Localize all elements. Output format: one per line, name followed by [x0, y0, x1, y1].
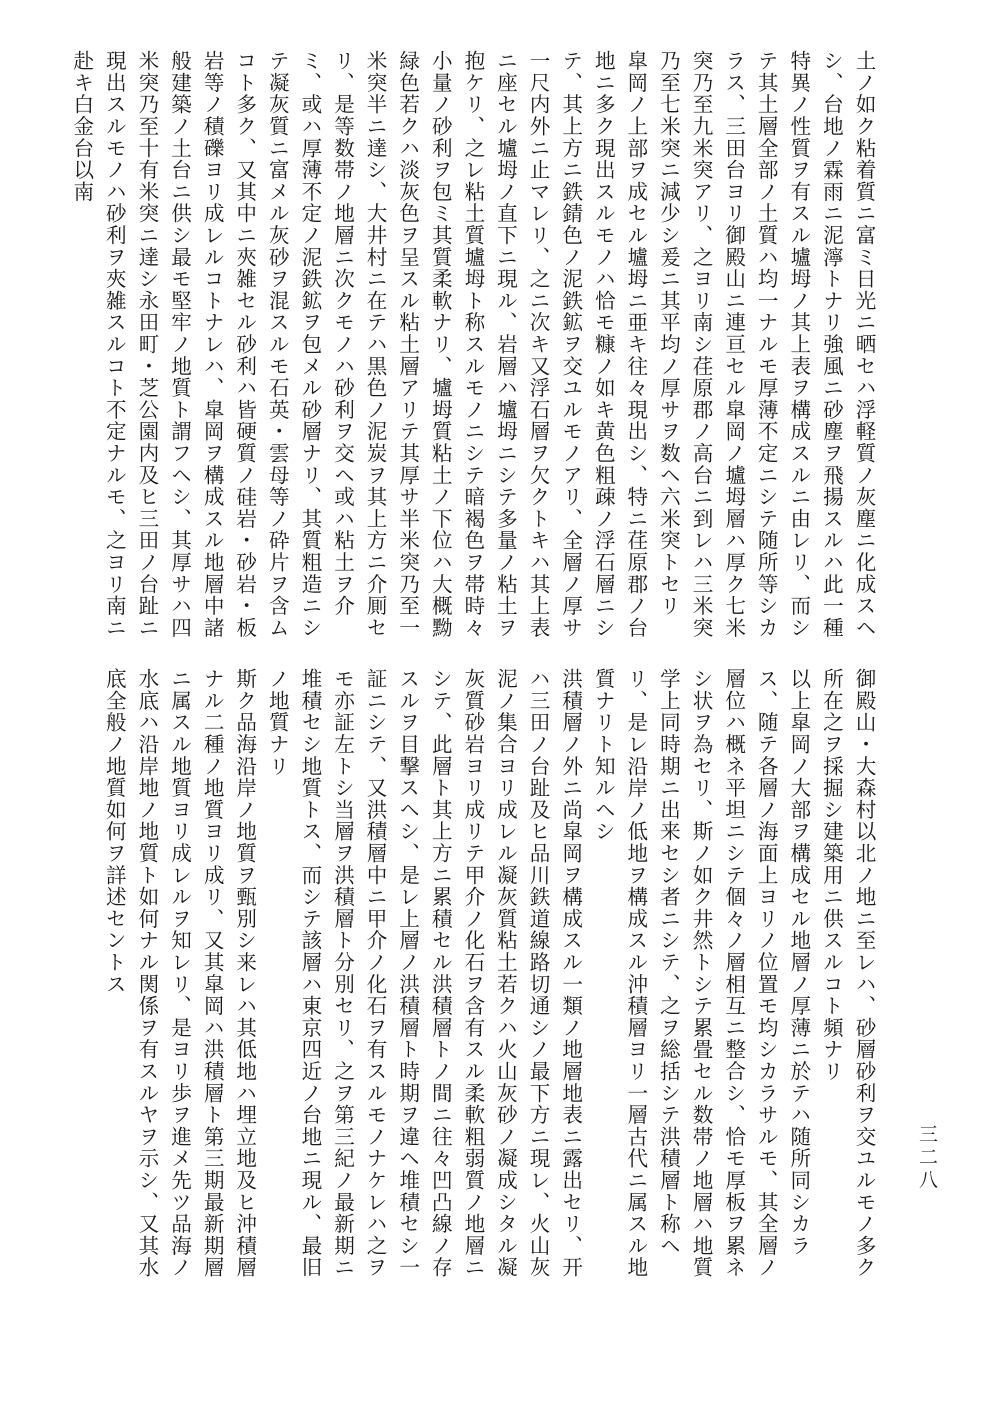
lower-text-block [65, 668, 880, 1288]
paragraph: 御殿山・大森村以北ノ地ニ至レハ、砂層砂利ヲ交ユルモノ多ク所在之ヲ採掘シ建築用ニ供スルコト頻ナリ [819, 668, 876, 1279]
running-header [898, 48, 934, 648]
paragraph: 土ノ如ク粘着質ニ富ミ日光ニ晒セハ浮軽質ノ灰塵ニ化成スヘシ、台地ノ霖雨ニ泥濘トナリ強風ニ砂塵ヲ飛揚スルハ此一種特異ノ性質ヲ有スル壚坶ノ其上表ヲ構成スルニ由レリ、而シテ其土層全部ノ土質ハ均一ナルモ厚薄不定ニシテ随所等シカラス、三田台ヨリ御殿山ニ連亘セル皐岡ノ壚坶層ハ厚ク七米突乃至九米突アリ、之ヨリ南シ荏原郡ノ高台ニ到レハ三米突乃至七米突ニ減少シ爰ニ其平均ノ厚サヲ数ヘ六米突トセリ [656, 50, 876, 639]
paragraph: 以上皐岡ノ大部ヲ構成セル地層ノ厚薄ニ於テハ随所同シカラス、随テ各層ノ海面上ヨリノ位置モ均シカラサルモ、其全層ノ層位ハ概ネ平坦ニシテ個々ノ層相互ニ整合シ、恰モ厚板ヲ累ネシ状ヲ為セリ、斯ノ如ク井然トシテ累畳セル数帯ノ地層ハ地質学上同時期ニ出来セシ者ニシテ、之ヲ総括シテ洪積層ト称ヘリ、是レ沿岸ノ低地ヲ構成スル沖積層ヨリ一層古代ニ属スル地質ナリト知ルヘシ [591, 668, 811, 1279]
paragraph: 洪積層ノ外ニ尚皐岡ヲ構成スル一類ノ地層地表ニ露出セリ、开ハ三田ノ台趾及ヒ品川鉄道線路切通シノ最下方ニ現レ、火山灰泥ノ集合ヨリ成レル凝灰質粘土若クハ火山灰砂ノ凝成シタル凝灰質砂岩ヨリ成リテ甲介ノ化石ヲ含有スル柔軟粗弱質ノ地層ニシテ、此層ト其上方ニ累積セル洪積層トノ間ニ往々凹凸線ノ存スルヲ目撃スヘシ、是レ上層ノ洪積層ト時期ヲ違ヘ堆積セシ一証ニシテ、又洪積層中ニ甲介ノ化石ヲ有スルモノナケレハ之ヲモ亦証左トシ当層ヲ洪積層ト分別セリ、之ヲ第三紀ノ最新期ニ堆積セシ地質トス、而シテ該層ハ東京四近ノ台地ニ現ル、最旧ノ地質ナリ [265, 668, 583, 1279]
upper-text-block [65, 50, 880, 645]
page-number: 三二八 [916, 1124, 938, 1193]
paragraph: 皐岡ノ上部ヲ成セル壚坶ニ亜キ往々現出シ、特ニ荏原郡ノ台地ニ多ク現出スルモノハ恰モ糠ノ如キ黄色粗疎ノ浮石層ニシテ、其上方ニ鉄錆色ノ泥鉄鉱ヲ交ユルモノアリ、全層ノ厚サ一尺内外ニ止マレリ、之ニ次キ又浮石層ヲ欠クトキハ其上表ニ座セル壚坶ノ直下ニ現ル、岩層ハ壚坶ニシテ多量ノ粘土ヲ抱ケリ、之レ粘土質壚坶ト称スルモノニシテ暗褐色ヲ帯時々小量ノ砂利ヲ包ミ其質柔軟ナリ、壚坶質粘土ノ下位ハ大概黝緑色若クハ淡灰色ヲ呈スル粘土層アリテ其厚サ半米突乃至一米突半ニ達シ、大井村ニ在テハ黒色ノ泥炭ヲ其上方ニ介厠セリ、是等数帯ノ地層ニ次クモノハ砂利ヲ交ヘ或ハ粘土ヲ介ミ、或ハ厚薄不定ノ泥鉄鉱ヲ包メル砂層ナリ、其質粗造ニシテ凝灰質ニ富メル灰砂ヲ混スルモ石英・雲母等ノ砕片ヲ含ムコト多ク、又其中ニ夾雑セル砂利ハ皆硬質ノ硅岩・砂岩・板岩等ノ積礫ヨリ成レルコトナレハ、皐岡ヲ構成スル地層中諸般建築ノ土台ニ供シ最モ堅牢ノ地質ト謂フヘシ、其厚サハ四米突乃至十有米突ニ達シ永田町・芝公園内及ヒ三田ノ台趾ニ現出スルモノハ砂利ヲ夾雑スルコト不定ナルモ、之ヨリ南ニ赴キ白金台以南 [69, 50, 648, 639]
paragraph: 斯ク品海沿岸ノ地質ヲ甄別シ来レハ其低地ハ埋立地及ヒ沖積層ナル二種ノ地質ヨリ成リ、又其皐岡ハ洪積層ト第三期最新期層ニ属スル地質ヨリ成レルヲ知レリ、是ヨリ歩ヲ進メ先ツ品海ノ水底ハ沿岸地ノ地質ト如何ナル関係ヲ有スルヤヲ示シ、又其水底全般ノ地質如何ヲ詳述セントス [102, 668, 257, 1279]
